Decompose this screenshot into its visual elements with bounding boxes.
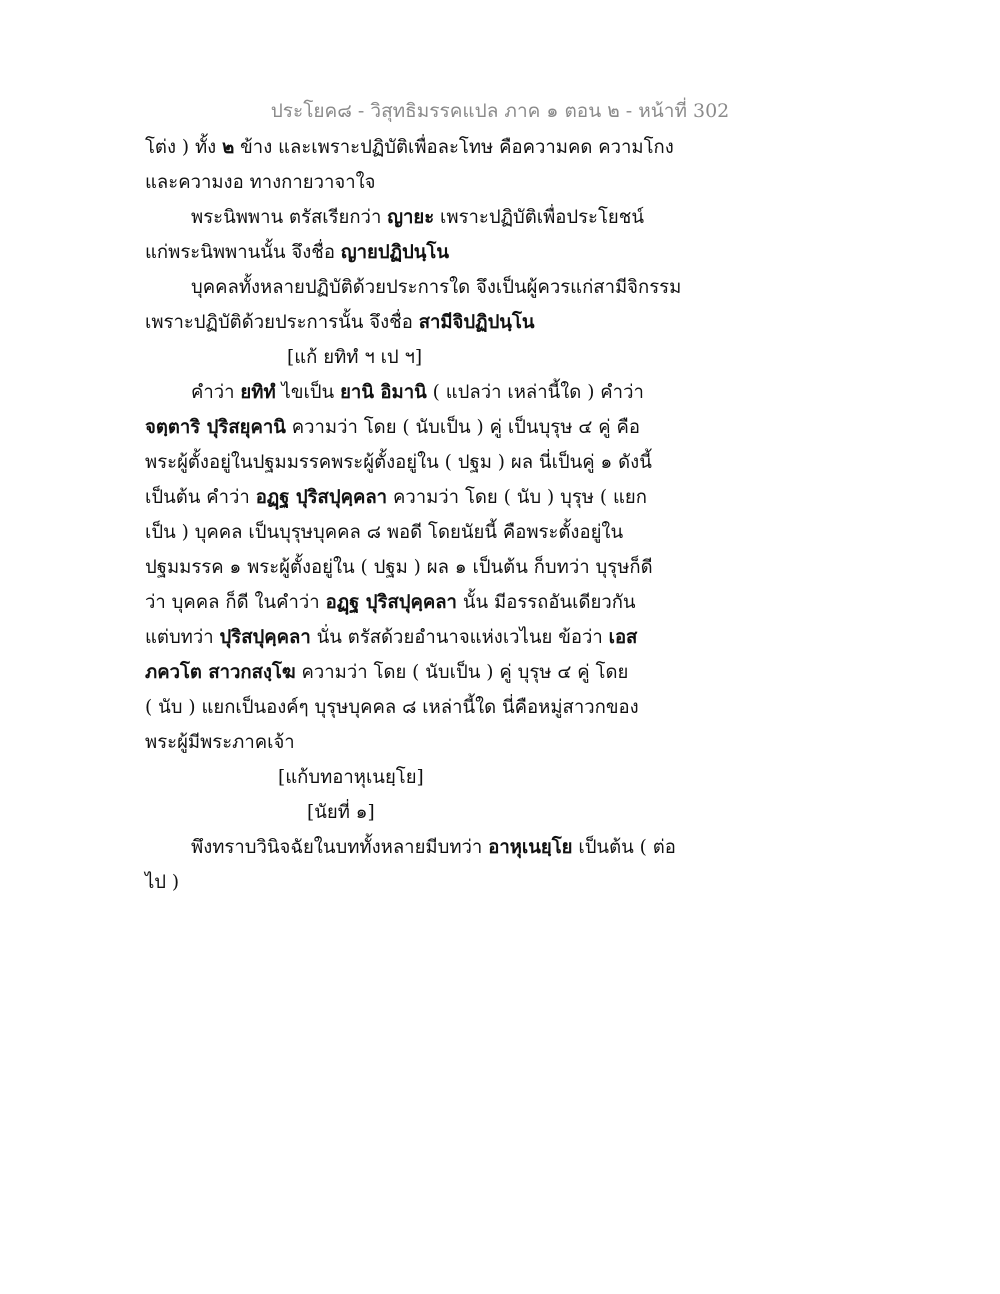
text-line [145, 865, 645, 900]
text-run: ( นับ ) แยกเป็นองค์ๆ บุรุษบุคคล ๘ เหล่านี้ใด นี่คือหมู่สาวกของ [145, 697, 639, 718]
bold-term: จตฺตาริ ปุริสยุคานิ [145, 417, 286, 438]
text-line [145, 235, 645, 270]
text-line [145, 130, 674, 165]
text-line [145, 515, 645, 550]
text-line [145, 480, 645, 515]
text-line [145, 620, 645, 655]
text-run: บุคคลทั้งหลายปฏิบัติด้วยประการใด จึงเป็นผู้ควรแก่สามีจิกรรม [191, 277, 682, 298]
text-line [145, 340, 645, 375]
text-run: [แก้ ยทิทํ ฯ เป ฯ] [287, 347, 423, 368]
text-run: ความว่า โดย ( นับ ) บุรุษ ( แยก [387, 487, 647, 508]
text-run: ไป ) [145, 872, 180, 893]
text-run: พระนิพพาน ตรัสเรียกว่า [191, 207, 388, 228]
text-line [145, 690, 645, 725]
bold-term: ญายปฏิปนฺโน [340, 242, 449, 263]
text-run: นั่น ตรัสด้วยอำนาจแห่งเวไนย ข้อว่า [310, 627, 609, 648]
text-run: ความว่า โดย ( นับเป็น ) คู่ เป็นบุรุษ ๔ คู่ คือ [285, 417, 640, 438]
text-line [145, 550, 653, 585]
bold-term: ๒ [222, 137, 235, 158]
bold-term: ยานิ อิมานิ [340, 382, 427, 403]
text-line [145, 795, 645, 830]
bold-term: อฏฺฐ ปุริสปุคฺคลา [325, 592, 457, 613]
text-run: นั้น มีอรรถอันเดียวกัน [456, 592, 636, 613]
text-run: โต่ง ) ทั้ง [145, 137, 223, 158]
text-line [145, 165, 645, 200]
bold-term: ภควโต สาวกสงฺโฆ [145, 662, 296, 683]
bold-term: เอส [608, 627, 638, 648]
bold-term: อาหุเนยฺโย [488, 837, 573, 858]
text-run: เป็น ) บุคคล เป็นบุรุษบุคคล ๘ พอดี โดยนัยนี้ คือพระตั้งอยู่ใน [145, 522, 624, 543]
text-run: เป็นต้น คำว่า [145, 487, 256, 508]
text-run: แก่พระนิพพานนั้น จึงชื่อ [145, 242, 341, 263]
text-run: เพราะปฏิบัติด้วยประการนั้น จึงชื่อ [145, 312, 419, 333]
text-run: [แก้บทอาหุเนยฺโย] [278, 767, 424, 788]
bold-term: ญายะ [387, 207, 435, 228]
text-run: พระผู้ตั้งอยู่ในปฐมมรรคพระผู้ตั้งอยู่ใน ( ปฐม ) ผล นี่เป็นคู่ ๑ ดังนี้ [145, 452, 652, 473]
text-line [145, 655, 645, 690]
text-line [145, 375, 645, 410]
text-run: พึงทราบวินิจฉัยในบททั้งหลายมีบทว่า [191, 837, 489, 858]
text-run: พระผู้มีพระภาคเจ้า [145, 732, 295, 753]
bold-term: ยทิทํ [240, 382, 276, 403]
text-line [145, 410, 645, 445]
text-line [145, 200, 645, 235]
text-run: แต่บทว่า [145, 627, 220, 648]
text-run: และความงอ ทางกายวาจาใจ [145, 172, 376, 193]
text-line [145, 305, 645, 340]
text-run: ข้าง และเพราะปฏิบัติเพื่อละโทษ คือความคด ความโกง [234, 137, 674, 158]
bold-term: ปุริสปุคฺคลา [219, 627, 311, 648]
text-run: คำว่า [191, 382, 241, 403]
text-line [145, 725, 645, 760]
text-line [145, 445, 652, 480]
text-run: เพราะปฏิบัติเพื่อประโยชน์ [434, 207, 644, 228]
text-run: ไขเป็น [275, 382, 341, 403]
page-header-text: ประโยค๘ - วิสุทธิมรรคแปล ภาค ๑ ตอน ๒ - หน้าที่ 302 [270, 100, 730, 122]
document-body [145, 130, 682, 900]
text-run: ว่า บุคคล ก็ดี ในคำว่า [145, 592, 326, 613]
text-line [145, 270, 682, 305]
text-run: ( แปลว่า เหล่านี้ใด ) คำว่า [426, 382, 644, 403]
text-line [145, 585, 645, 620]
text-run: [นัยที่ ๑] [307, 802, 375, 823]
page-header [0, 96, 1000, 126]
text-run: เป็นต้น ( ต่อ [572, 837, 676, 858]
bold-term: อฏฺฐ ปุริสปุคฺคลา [255, 487, 388, 508]
bold-term: สามีจิปฏิปนฺโน [418, 312, 535, 333]
text-run: ความว่า โดย ( นับเป็น ) คู่ บุรุษ ๔ คู่ โดย [295, 662, 629, 683]
text-line [145, 760, 645, 795]
text-line [145, 830, 676, 865]
text-run: ปฐมมรรค ๑ พระผู้ตั้งอยู่ใน ( ปฐม ) ผล ๑ เป็นต้น ก็บทว่า บุรุษก็ดี [145, 557, 653, 578]
